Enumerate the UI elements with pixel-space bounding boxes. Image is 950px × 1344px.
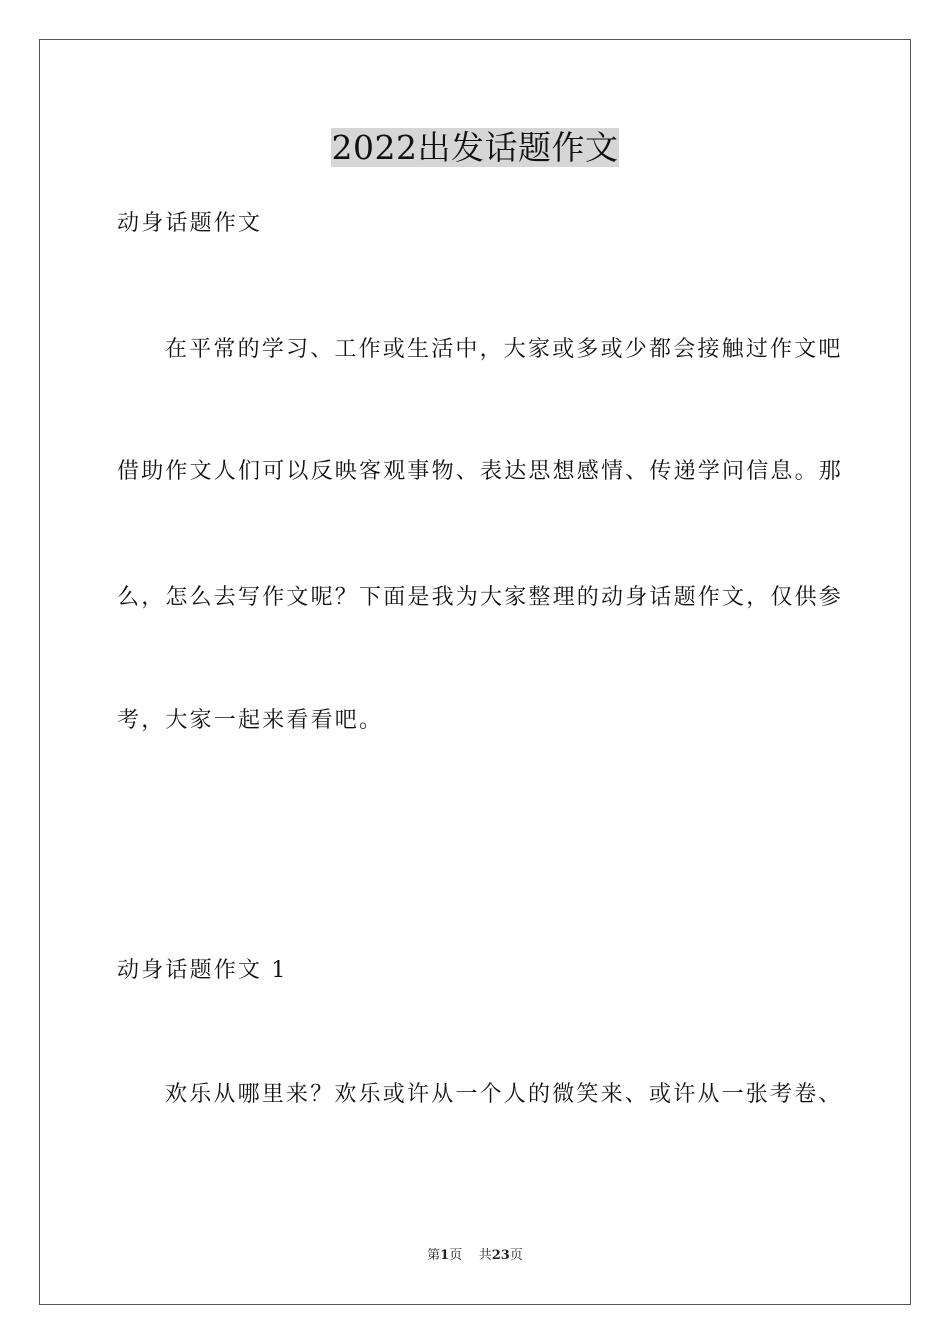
footer-total-prefix: 共 [478,1248,492,1263]
page-footer [0,1247,950,1265]
document-title [0,126,950,170]
paragraph-line: 欢乐从哪里来？欢乐或许从一个人的微笑来、或许从一张考卷、 [165,1082,843,1107]
footer-total-pages: 23 [491,1248,510,1263]
footer-total-suffix: 页 [509,1248,523,1263]
section-heading-essay-1: 动身话题作文 1 [117,958,288,983]
footer-page-prefix: 第 [427,1248,441,1263]
footer-page-number: 1 [440,1248,450,1263]
paragraph-line: 考，大家一起来看看吧。 [117,708,384,733]
document-title-text: 2022出发话题作文 [331,128,619,167]
paragraph-line: 借助作文人们可以反映客观事物、表达思想感情、传递学问信息。那 [117,459,844,484]
footer-page-suffix: 页 [449,1248,463,1263]
paragraph-line: 在平常的学习、工作或生活中，大家或多或少都会接触过作文吧 [165,337,843,362]
section-heading-intro: 动身话题作文 [117,211,263,236]
paragraph-line: 么，怎么去写作文呢？下面是我为大家整理的动身话题作文，仅供参 [117,585,844,610]
